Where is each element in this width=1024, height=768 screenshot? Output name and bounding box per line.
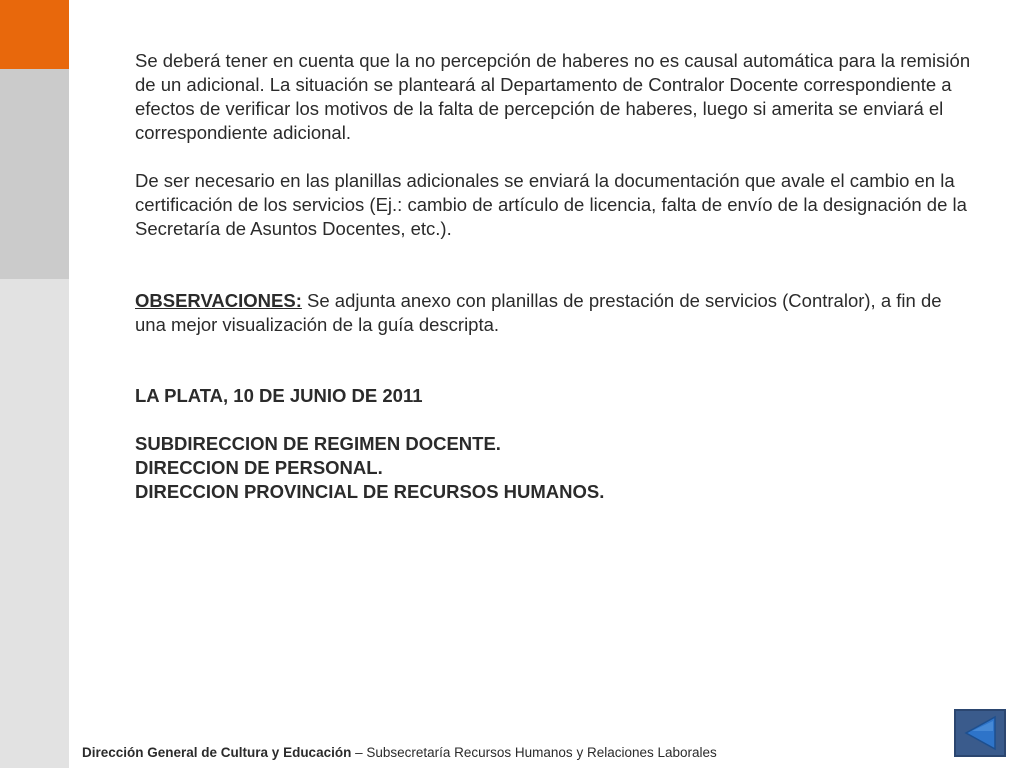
paragraph-documentation: De ser necesario en las planillas adicionales se enviará la documentación que avale el cambio en la certificación de los servicios (Ej.: cambio de artículo de licencia, falta de envío de la designación de la Secretaría de Asuntos Docentes, etc.). (135, 170, 967, 239)
footer-separator: – (351, 745, 367, 760)
observations-text: Se adjunta anexo con planillas de prestación de servicios (Contralor), a fin de una mejor visualización de la guía descripta. (135, 290, 942, 335)
footer-organization: Dirección General de Cultura y Educación (82, 745, 352, 760)
slide-content (135, 49, 975, 504)
signature-direccion-provincial: DIRECCION PROVINCIAL DE RECURSOS HUMANOS. (135, 481, 605, 502)
gray-block-light (0, 279, 69, 768)
left-decorative-bar (0, 0, 69, 768)
observations-label: OBSERVACIONES: (135, 290, 302, 311)
previous-slide-button[interactable] (954, 709, 1006, 757)
signature-direccion-personal: DIRECCION DE PERSONAL. (135, 457, 383, 478)
date-line: LA PLATA, 10 DE JUNIO DE 2011 (135, 385, 423, 406)
footer-department: Subsecretaría Recursos Humanos y Relaciones Laborales (366, 745, 717, 760)
triangle-left-icon (960, 714, 1000, 752)
signature-block (135, 384, 975, 504)
paragraph-income: Se deberá tener en cuenta que la no percepción de haberes no es causal automática para la remisión de un adicional. La situación se planteará al Departamento de Contralor Docente correspondiente a efectos de verificar los motivos de la falta de percepción de haberes, luego si amerita se enviará el correspondiente adicional. (135, 50, 971, 143)
orange-accent-block (0, 0, 69, 69)
signature-subdireccion: SUBDIRECCION DE REGIMEN DOCENTE. (135, 433, 501, 454)
footer (82, 744, 717, 762)
gray-block-dark (0, 69, 69, 279)
paragraph-observations (135, 289, 975, 337)
